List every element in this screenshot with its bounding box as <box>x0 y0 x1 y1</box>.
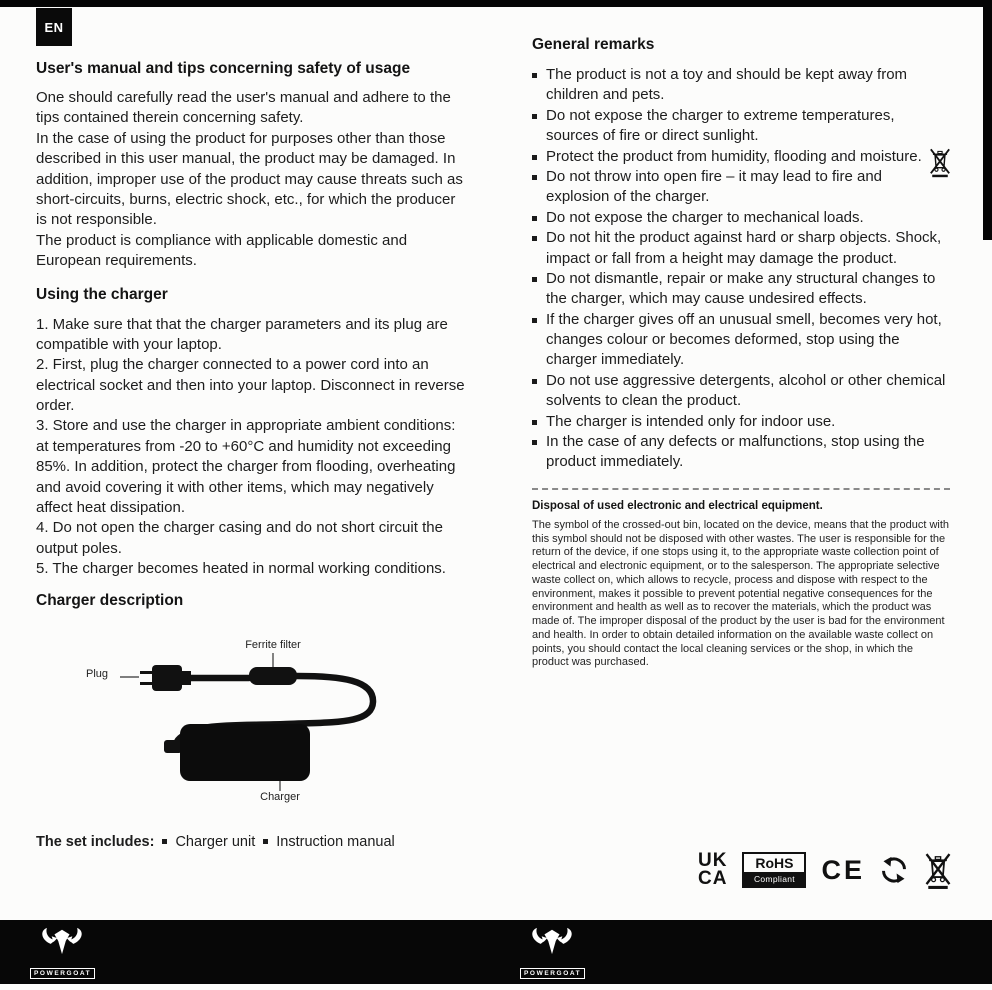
rohs-mark <box>742 852 806 888</box>
recycle-icon <box>880 856 908 884</box>
left-column <box>36 60 468 850</box>
charger-diagram <box>36 621 468 826</box>
powergoat-logo <box>520 925 584 980</box>
dashed-divider <box>532 488 950 490</box>
bullet-square-icon <box>162 839 167 844</box>
list-item: In the case of any defects or malfunctions, stop using the product immediately. <box>532 432 956 473</box>
weee-bin-icon <box>923 850 953 890</box>
set-includes-label: The set includes: <box>36 833 155 850</box>
list-item: Do not hit the product against hard or sharp objects. Shock, impact or fall from a height may damage the product. <box>532 228 956 269</box>
intro-line: One should carefully read the user's manual and adhere to the tips contained therein concerning safety. <box>36 89 451 127</box>
bullet-square-icon <box>532 318 537 323</box>
list-item: Protect the product from humidity, flooding and moisture. <box>532 147 956 167</box>
rohs-text: RoHS <box>755 855 794 871</box>
list-item: Do not dismantle, repair or make any structural changes to the charger, which may cause undesired effects. <box>532 269 956 310</box>
rohs-compliant-text: Compliant <box>744 872 804 886</box>
ukca-mark <box>698 849 728 889</box>
step-item: 2. First, plug the charger connected to a power cord into an electrical socket and then into your laptop. Disconnect in reverse order. <box>36 356 465 415</box>
set-item: Instruction manual <box>276 833 395 850</box>
bullet-square-icon <box>532 420 537 425</box>
list-item: Do not throw into open fire – it may lead to fire and explosion of the charger. <box>532 167 956 208</box>
weee-bin-icon <box>928 146 952 178</box>
list-item: The product is not a toy and should be kept away from children and pets. <box>532 65 956 106</box>
right-column <box>532 36 956 670</box>
powergoat-logo <box>30 925 94 980</box>
ukca-bottom-text: CA <box>698 868 728 889</box>
step-item: 1. Make sure that that the charger parameters and its plug are compatible with your laptop. <box>36 315 448 353</box>
intro-line: The product is compliance with applicable domestic and European requirements. <box>36 231 408 270</box>
set-item: Charger unit <box>175 833 256 850</box>
language-badge: EN <box>36 8 72 46</box>
charger-label: Charger <box>260 790 300 803</box>
plug-label: Plug <box>86 667 109 680</box>
general-remarks-list <box>532 65 956 473</box>
brand-text: POWERGOAT <box>30 968 95 979</box>
step-item: 4. Do not open the charger casing and do not short circuit the output poles. <box>36 519 443 557</box>
section-title-using: Using the charger <box>36 285 168 303</box>
list-item: Do not use aggressive detergents, alcohol or other chemical solvents to clean the product. <box>532 371 956 412</box>
step-item: 3. Store and use the charger in appropriate ambient conditions: at temperatures from -20 to +60°C and humidity not exceeding 85%. In addition, protect the charger from flooding, overheating and avoid covering it with other items, which may negatively affect heat dissipation. <box>36 417 456 517</box>
section-title-description: Charger description <box>36 591 184 609</box>
step-item: 5. The charger becomes heated in normal working conditions. <box>36 560 446 578</box>
brand-text: POWERGOAT <box>520 968 585 979</box>
list-item: The charger is intended only for indoor use. <box>532 412 956 432</box>
bullet-square-icon <box>532 73 537 78</box>
list-item: If the charger gives off an unusual smell, becomes very hot, changes colour or becomes deformed, stop using the charger immediately. <box>532 310 956 371</box>
ukca-top-text: UK <box>698 849 728 871</box>
intro-paragraph <box>36 88 468 272</box>
bullet-square-icon <box>532 277 537 282</box>
section-title-disposal: Disposal of used electronic and electrical equipment. <box>532 499 823 512</box>
ferrite-filter-label: Ferrite filter <box>245 638 301 651</box>
bullet-square-icon <box>532 379 537 384</box>
page-edge-top <box>0 0 992 7</box>
bullet-square-icon <box>532 216 537 221</box>
bullet-square-icon <box>532 236 537 241</box>
section-title-usage: User's manual and tips concerning safety of usage <box>36 60 411 77</box>
bullet-square-icon <box>532 155 537 160</box>
footer-band <box>0 920 992 984</box>
set-includes-line <box>36 834 468 850</box>
disposal-paragraph: The symbol of the crossed-out bin, located on the device, means that the product with this symbol should not be disposed with other wastes. The user is responsible for the return of the device, if one stops using it, to the appropriate waste collection point of electrical and electronic equipment, or to the salesperson. The appropriate selective waste collect on, which allows to recycle, process and dispose with respect to the environment, makes it possible to prevent potential negative consequences for the environment and health as well as to recover the materials, which the product was made of. The improper disposal of the product by the user is bad for the environment and health. In order to obtain detailed information on the available waste collect on points, you should contact the local cleaning services or the shop, in which the product was purchased. <box>532 518 950 669</box>
goat-emblem-icon <box>36 925 88 957</box>
goat-emblem-icon <box>526 925 578 957</box>
page-edge-right <box>983 0 992 240</box>
list-item: Do not expose the charger to extreme temperatures, sources of fire or direct sunlight. <box>532 106 956 147</box>
bullet-square-icon <box>263 839 268 844</box>
section-title-remarks: General remarks <box>532 36 655 53</box>
certification-logos <box>698 845 960 895</box>
using-steps-list <box>36 315 468 580</box>
ce-mark: CE <box>821 854 865 885</box>
bullet-square-icon <box>532 440 537 445</box>
bullet-square-icon <box>532 114 537 119</box>
intro-line: In the case of using the product for purposes other than those described in this user manual, the product may be damaged. In addition, improper use of the product may cause threats such as short-circuits, burns, electric shock, etc., for which the producer is not responsible. <box>36 129 463 229</box>
list-item: Do not expose the charger to mechanical loads. <box>532 208 956 228</box>
bullet-square-icon <box>532 175 537 180</box>
